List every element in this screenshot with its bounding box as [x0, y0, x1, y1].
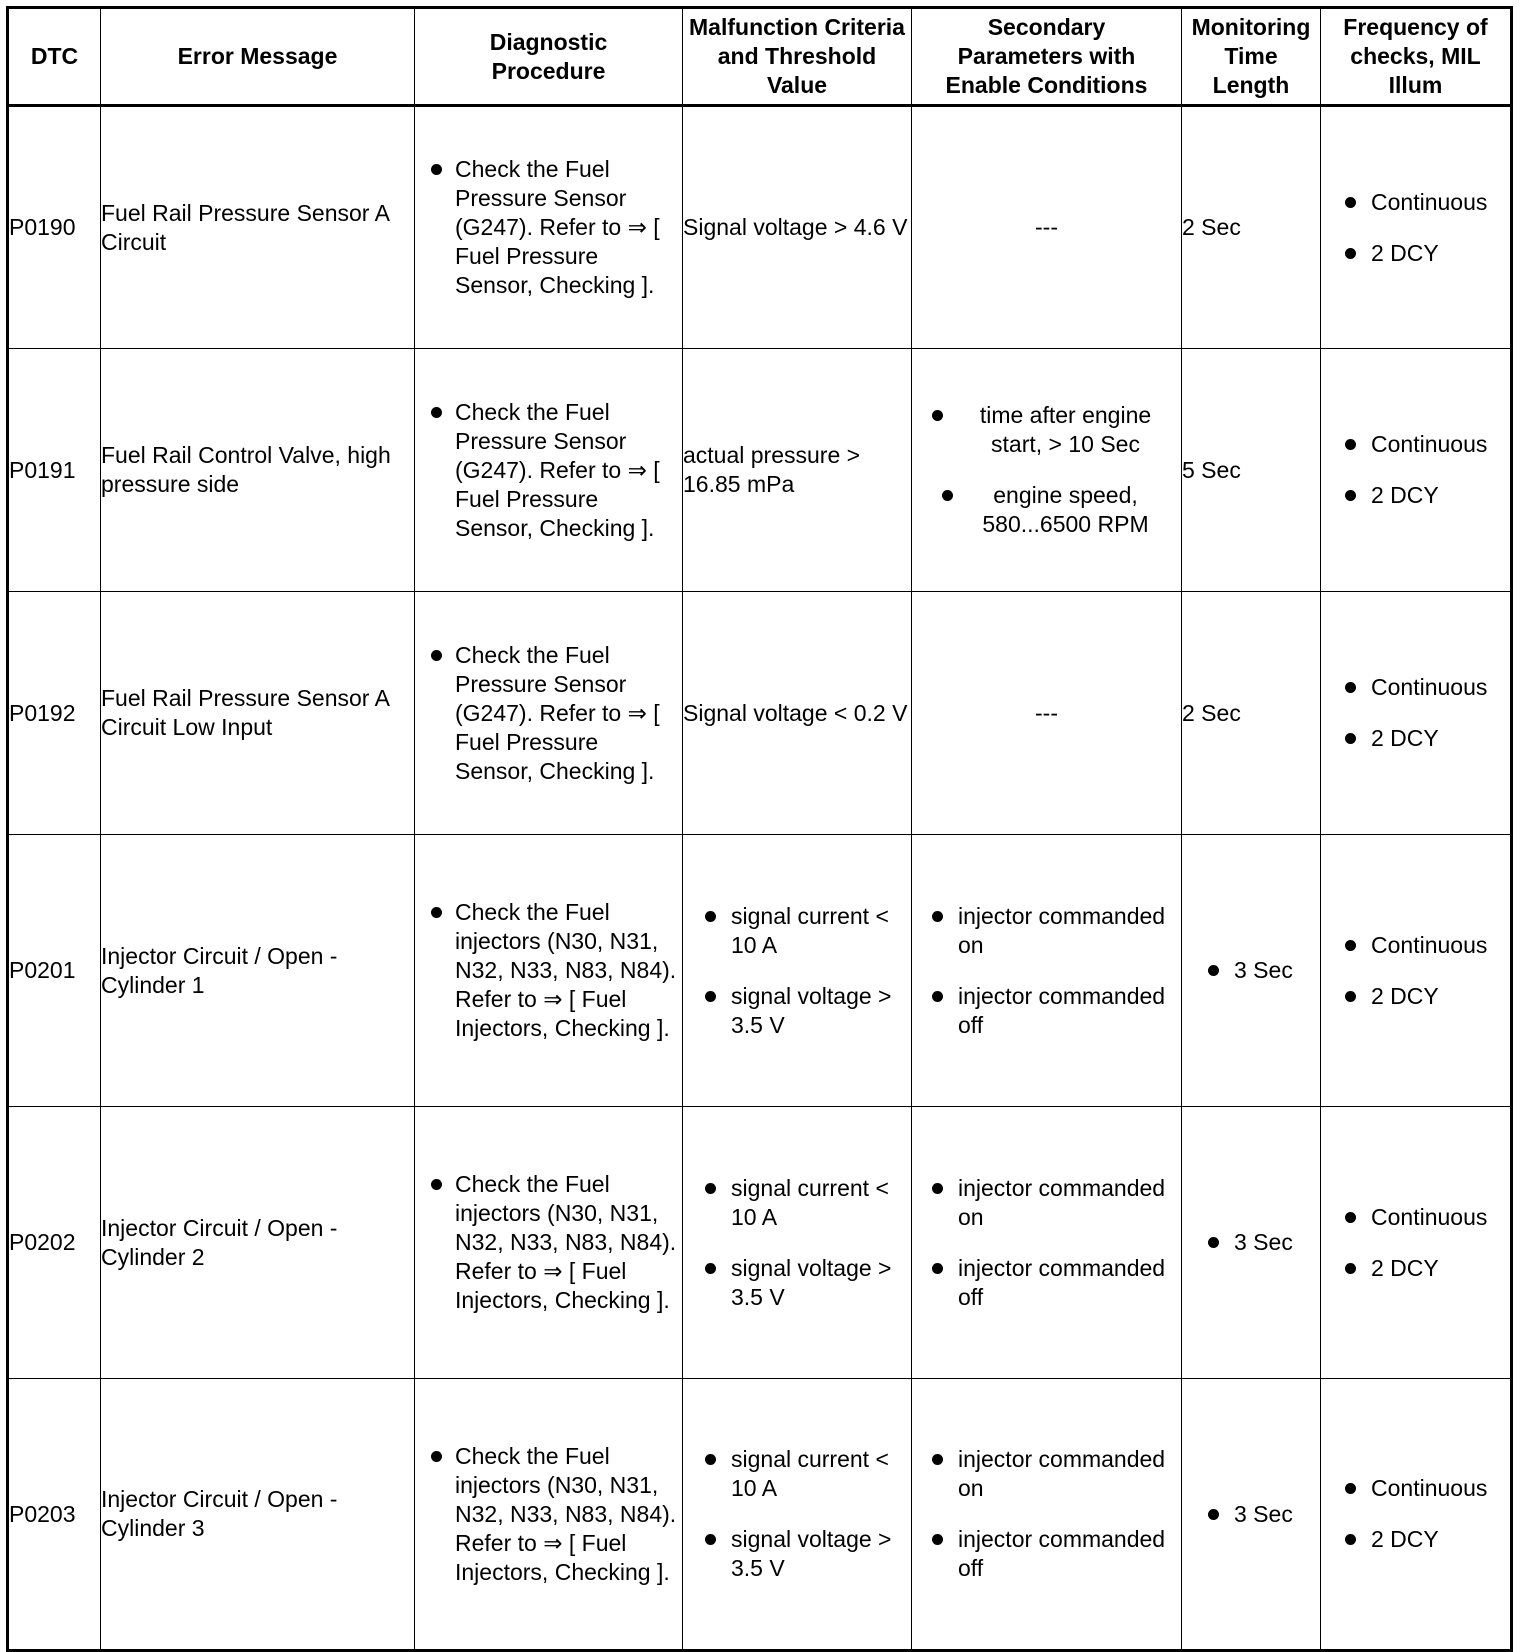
malfunction-criteria: actual pressure > 16.85 mPa: [683, 349, 912, 592]
table-row: [8, 835, 1512, 1107]
bullet-icon: [1208, 1509, 1219, 1520]
secondary-parameters: ---: [912, 592, 1182, 835]
dtc-table: [6, 6, 1513, 1652]
table-body: [8, 106, 1512, 1651]
error-message: Injector Circuit / Open - Cylinder 1: [101, 835, 415, 1107]
header-secondary-parameters: Secondary Parameters with Enable Conditions: [912, 8, 1182, 106]
table-row: [8, 106, 1512, 349]
frequency-item: 2 DCY: [1371, 725, 1439, 751]
procedure-text: Check the Fuel injectors (N30, N31, N32, N33, N83, N84). Refer to ⇒ [ Fuel Injectors, Checking ].: [455, 1442, 677, 1585]
bullet-icon: [932, 991, 943, 1002]
secondary-item: injector commanded off: [958, 1526, 1166, 1581]
header-monitoring-time: Monitoring Time Length: [1182, 8, 1321, 106]
monitoring-time: 2 Sec: [1182, 106, 1321, 349]
malfunction-criteria: [683, 1107, 912, 1379]
frequency: [1321, 106, 1512, 349]
malfunction-criteria: [683, 1379, 912, 1651]
frequency-item: 2 DCY: [1371, 482, 1439, 508]
procedure-text: Check the Fuel injectors (N30, N31, N32, N33, N83, N84). Refer to ⇒ [ Fuel Injectors, Checking ].: [455, 1171, 677, 1313]
bullet-icon: [942, 490, 953, 501]
header-row: [8, 8, 1512, 106]
bullet-icon: [1345, 991, 1356, 1002]
frequency: [1321, 1379, 1512, 1651]
table-header: [8, 8, 1512, 106]
malfunction-criteria: Signal voltage < 0.2 V: [683, 592, 912, 835]
frequency-item: 2 DCY: [1371, 982, 1439, 1009]
bullet-icon: [705, 991, 716, 1002]
header-malfunction-criteria: Malfunction Criteria and Threshold Value: [683, 8, 912, 106]
diagnostic-procedure: [415, 349, 683, 592]
monitoring-time: [1182, 1107, 1321, 1379]
bullet-icon: [1208, 965, 1219, 976]
error-message: Injector Circuit / Open - Cylinder 3: [101, 1379, 415, 1651]
bullet-icon: [1345, 733, 1356, 744]
secondary-parameters: [912, 835, 1182, 1107]
time-item: 3 Sec: [1234, 957, 1293, 983]
time-item: 3 Sec: [1234, 1229, 1293, 1255]
dtc-code: P0202: [8, 1107, 101, 1379]
criteria-item: signal voltage > 3.5 V: [731, 1526, 892, 1581]
criteria-item: signal current < 10 A: [731, 1174, 889, 1230]
bullet-icon: [932, 1183, 943, 1194]
error-message: Injector Circuit / Open - Cylinder 2: [101, 1107, 415, 1379]
error-message: Fuel Rail Control Valve, high pressure side: [101, 349, 415, 592]
error-message: Fuel Rail Pressure Sensor A Circuit: [101, 106, 415, 349]
bullet-icon: [1345, 197, 1356, 208]
header-dtc: DTC: [8, 8, 101, 106]
procedure-text: Check the Fuel Pressure Sensor (G247). Refer to ⇒ [ Fuel Pressure Sensor, Checking ].: [455, 398, 660, 541]
bullet-icon: [932, 1263, 943, 1274]
frequency-item: Continuous: [1371, 431, 1488, 457]
bullet-icon: [705, 1263, 716, 1274]
diagnostic-procedure: [415, 1379, 683, 1651]
bullet-icon: [431, 164, 442, 175]
bullet-icon: [932, 911, 943, 922]
bullet-icon: [1345, 1263, 1356, 1274]
secondary-parameters: [912, 1379, 1182, 1651]
frequency-item: Continuous: [1371, 1203, 1488, 1230]
bullet-icon: [431, 1451, 442, 1462]
frequency-item: 2 DCY: [1371, 1526, 1439, 1552]
table-row: [8, 1107, 1512, 1379]
bullet-icon: [932, 1454, 943, 1465]
procedure-text: Check the Fuel Pressure Sensor (G247). Refer to ⇒ [ Fuel Pressure Sensor, Checking ].: [455, 641, 660, 784]
bullet-icon: [1208, 1237, 1219, 1248]
diagnostic-procedure: [415, 592, 683, 835]
diagnostic-procedure: [415, 106, 683, 349]
malfunction-criteria: Signal voltage > 4.6 V: [683, 106, 912, 349]
error-message: Fuel Rail Pressure Sensor A Circuit Low Input: [101, 592, 415, 835]
bullet-icon: [932, 1534, 943, 1545]
table-row: [8, 1379, 1512, 1651]
secondary-item: injector commanded on: [958, 1174, 1166, 1230]
dtc-code: P0203: [8, 1379, 101, 1651]
secondary-item: injector commanded on: [958, 902, 1166, 958]
bullet-icon: [932, 410, 943, 421]
header-error-message: Error Message: [101, 8, 415, 106]
dtc-code: P0192: [8, 592, 101, 835]
frequency-item: 2 DCY: [1371, 1254, 1439, 1281]
dtc-code: P0191: [8, 349, 101, 592]
bullet-icon: [1345, 1212, 1356, 1223]
monitoring-time: [1182, 835, 1321, 1107]
bullet-icon: [1345, 490, 1356, 501]
bullet-icon: [1345, 1534, 1356, 1545]
header-frequency: Frequency of checks, MIL Illum: [1321, 8, 1512, 106]
bullet-icon: [705, 1534, 716, 1545]
bullet-icon: [1345, 682, 1356, 693]
frequency-item: Continuous: [1371, 188, 1488, 215]
frequency: [1321, 349, 1512, 592]
diagnostic-procedure: [415, 1107, 683, 1379]
frequency: [1321, 1107, 1512, 1379]
bullet-icon: [705, 1454, 716, 1465]
secondary-parameters: [912, 349, 1182, 592]
diagnostic-procedure: [415, 835, 683, 1107]
frequency-item: Continuous: [1371, 1475, 1488, 1501]
secondary-parameters: ---: [912, 106, 1182, 349]
secondary-item: injector commanded off: [958, 982, 1166, 1038]
time-item: 3 Sec: [1234, 1500, 1293, 1527]
bullet-icon: [431, 650, 442, 661]
criteria-item: signal voltage > 3.5 V: [731, 982, 892, 1038]
dtc-code: P0201: [8, 835, 101, 1107]
table-row: [8, 349, 1512, 592]
secondary-item: injector commanded on: [958, 1446, 1166, 1501]
header-diagnostic-procedure: Diagnostic Procedure: [415, 8, 683, 106]
bullet-icon: [705, 1183, 716, 1194]
monitoring-time: 5 Sec: [1182, 349, 1321, 592]
secondary-item: injector commanded off: [958, 1254, 1166, 1310]
malfunction-criteria: [683, 835, 912, 1107]
bullet-icon: [1345, 1483, 1356, 1494]
table-row: [8, 592, 1512, 835]
frequency: [1321, 592, 1512, 835]
criteria-item: signal current < 10 A: [731, 1446, 889, 1501]
procedure-text: Check the Fuel injectors (N30, N31, N32, N33, N83, N84). Refer to ⇒ [ Fuel Injectors, Checking ].: [455, 899, 677, 1041]
bullet-icon: [1345, 439, 1356, 450]
frequency-item: 2 DCY: [1371, 239, 1439, 266]
frequency: [1321, 835, 1512, 1107]
bullet-icon: [1345, 248, 1356, 259]
bullet-icon: [431, 907, 442, 918]
bullet-icon: [705, 911, 716, 922]
bullet-icon: [431, 1179, 442, 1190]
dtc-code: P0190: [8, 106, 101, 349]
bullet-icon: [431, 407, 442, 418]
bullet-icon: [1345, 940, 1356, 951]
procedure-text: Check the Fuel Pressure Sensor (G247). Refer to ⇒ [ Fuel Pressure Sensor, Checking ].: [455, 156, 660, 298]
frequency-item: Continuous: [1371, 674, 1488, 700]
frequency-item: Continuous: [1371, 931, 1488, 958]
monitoring-time: 2 Sec: [1182, 592, 1321, 835]
secondary-item: engine speed, 580...6500 RPM: [982, 482, 1149, 537]
secondary-parameters: [912, 1107, 1182, 1379]
criteria-item: signal voltage > 3.5 V: [731, 1254, 892, 1310]
criteria-item: signal current < 10 A: [731, 902, 889, 958]
secondary-item: time after engine start, > 10 Sec: [979, 402, 1152, 457]
monitoring-time: [1182, 1379, 1321, 1651]
